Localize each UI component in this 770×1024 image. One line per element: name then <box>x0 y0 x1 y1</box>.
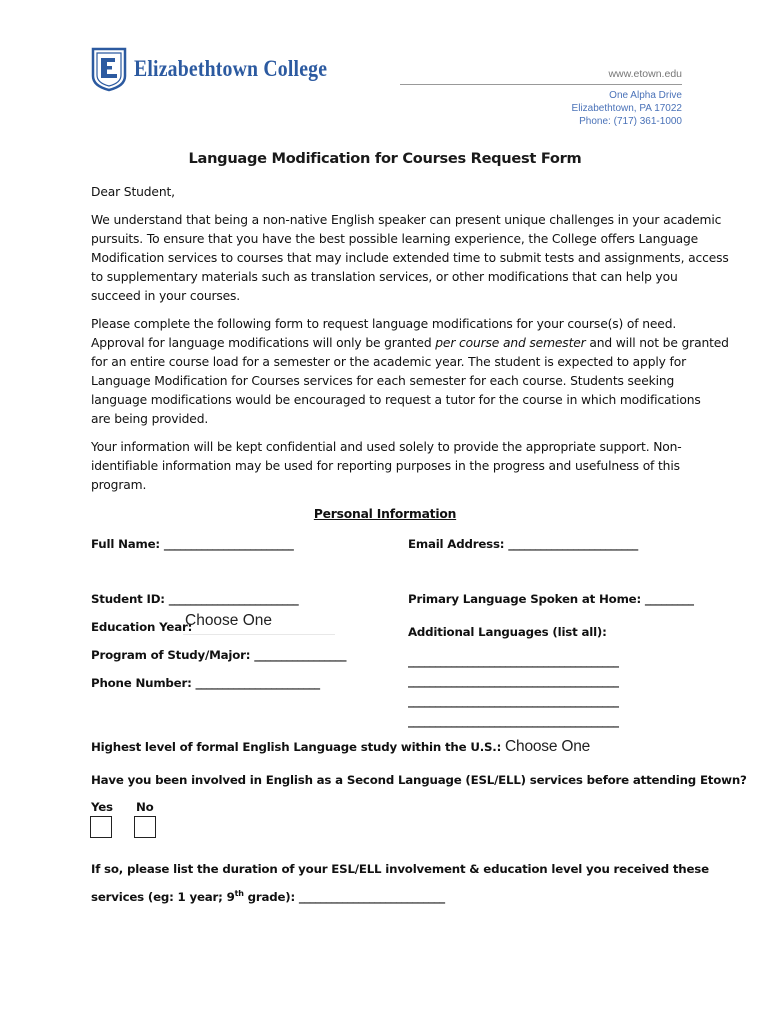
paragraph-line: to supplementary materials such as translation services, or other modifications that can help you <box>91 269 678 284</box>
paragraph-line: for an entire course load for a semester or the academic year. The student is expected to apply for <box>91 354 686 369</box>
paragraph-line: Please complete the following form to request language modifications for your course(s) of need. <box>91 317 677 331</box>
phone-label: Phone Number: <box>91 676 192 690</box>
education-year-dropdown[interactable] <box>183 612 335 635</box>
email-label: Email Address: <box>408 537 505 551</box>
paragraph-line: identifiable information may be used for reporting purposes in the progress and usefulness of this <box>91 458 680 473</box>
form-title: Language Modification for Courses Request Form <box>188 150 582 167</box>
greeting: Dear Student, <box>91 185 175 199</box>
additional-languages-line[interactable]: _______________________________________ <box>408 674 619 688</box>
address-line-1: One Alpha Drive <box>609 90 682 101</box>
student-id-field[interactable] <box>91 592 298 606</box>
paragraph-line: program. <box>91 477 147 492</box>
primary-language-label: Primary Language Spoken at Home: <box>408 592 641 606</box>
duration-field[interactable] <box>91 889 445 904</box>
student-id-line[interactable]: ________________________ <box>168 592 299 606</box>
program-line[interactable]: _________________ <box>254 648 346 662</box>
yes-checkbox[interactable] <box>90 816 112 838</box>
primary-language-field[interactable] <box>408 592 694 606</box>
esl-question: Have you been involved in English as a Second Language (ESL/ELL) services before attending Etown? <box>91 773 747 787</box>
full-name-line[interactable]: ________________________ <box>163 537 294 551</box>
confidentiality-paragraph <box>91 438 691 495</box>
email-line[interactable]: ________________________ <box>508 537 638 551</box>
paragraph-line: Modification services to courses that may include extended time to submit tests and assignments, access <box>91 250 729 265</box>
phone-number: Phone: (717) 361-1000 <box>579 116 682 127</box>
header-divider <box>400 84 682 85</box>
highest-level-dropdown[interactable]: Choose One <box>505 738 591 755</box>
address-line-2: Elizabethtown, PA 17022 <box>571 103 682 114</box>
paragraph-line: are being provided. <box>91 411 209 426</box>
instructions-paragraph <box>91 315 729 428</box>
intro-paragraph <box>91 211 729 306</box>
paragraph-line: We understand that being a non-native English speaker can present unique challenges in your academic <box>91 213 722 227</box>
no-checkbox[interactable] <box>134 816 156 838</box>
primary-language-line[interactable]: _________ <box>644 592 694 606</box>
email-field[interactable] <box>408 537 638 551</box>
highest-level-label: Highest level of formal English Language study within the U.S.: <box>91 740 502 754</box>
program-label: Program of Study/Major: <box>91 648 251 662</box>
education-year-value: Choose One <box>185 612 273 629</box>
phone-field[interactable] <box>91 676 320 690</box>
college-seal-logo <box>90 46 128 92</box>
duration-question: If so, please list the duration of your ESL/ELL involvement & education level you received these <box>91 862 709 876</box>
paragraph-line: Language Modification for Courses services for each semester for each course. Students seeking <box>91 373 675 388</box>
phone-line[interactable]: _______________________ <box>195 676 320 690</box>
section-heading-personal-info: Personal Information <box>313 507 457 521</box>
paragraph-line: pursuits. To ensure that you have the best possible learning experience, the College offers Language <box>91 231 699 246</box>
paragraph-line: language modifications would be encouraged to request a tutor for the course in which modifications <box>91 392 701 407</box>
duration-label: services (eg: 1 year; 9th grade): <box>91 889 295 904</box>
additional-languages-line[interactable]: _______________________________________ <box>408 694 619 708</box>
additional-languages-line[interactable]: _______________________________________ <box>408 654 619 668</box>
yes-label: Yes <box>91 800 113 814</box>
paragraph-line: Your information will be kept confidential and used solely to provide the appropriate support. Non- <box>91 440 682 454</box>
education-year-label: Education Year: <box>91 620 193 634</box>
additional-languages-line[interactable]: _______________________________________ <box>408 714 619 728</box>
college-name: Elizabethtown College <box>134 56 328 81</box>
emphasis-text: per course and semester <box>435 335 586 350</box>
paragraph-line: succeed in your courses. <box>91 288 241 303</box>
student-id-label: Student ID: <box>91 592 165 606</box>
duration-line[interactable]: ___________________________ <box>298 889 445 904</box>
program-field[interactable] <box>91 648 346 662</box>
no-label: No <box>136 800 154 814</box>
paragraph-line: Approval for language modifications will only be granted per course and semester and will not be granted <box>91 335 729 350</box>
website-url: www.etown.edu <box>608 68 682 80</box>
highest-level-field[interactable] <box>91 738 590 756</box>
full-name-label: Full Name: <box>91 537 160 551</box>
full-name-field[interactable] <box>91 537 293 551</box>
additional-languages-label: Additional Languages (list all): <box>408 625 607 639</box>
